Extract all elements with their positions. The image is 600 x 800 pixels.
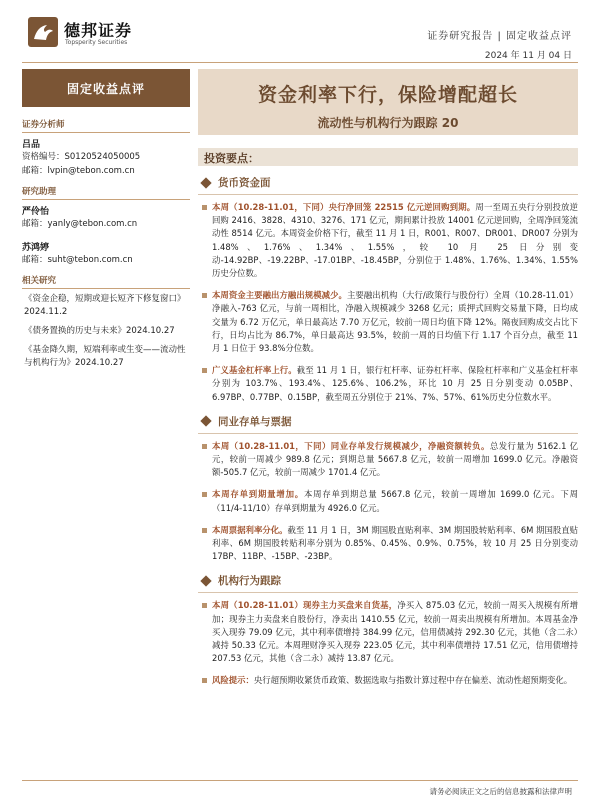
- related-report-link[interactable]: 《基金降久期，短端利率或生变——流动性与机构行为》2024.10.27: [24, 345, 186, 368]
- bullet-paragraph: [198, 201, 578, 280]
- analyst-name: 吕品: [22, 140, 41, 150]
- section-heading: [198, 174, 578, 191]
- paragraph-highlight: 风险提示：: [212, 675, 254, 686]
- square-bullet-icon: [202, 444, 207, 449]
- bullet-paragraph: [198, 488, 578, 514]
- square-bullet-icon: [202, 678, 207, 683]
- square-bullet-icon: [202, 528, 207, 533]
- bullet-paragraph: [198, 599, 578, 665]
- category-banner: 固定收益点评: [22, 69, 190, 107]
- title-box: [198, 69, 578, 135]
- report-date: 2024 年 11 月 04 日: [484, 51, 572, 61]
- section-divider: [198, 433, 578, 434]
- bullet-paragraph: [198, 524, 578, 564]
- square-bullet-icon: [202, 205, 207, 210]
- paragraph-text: 本周存单到期总量 5667.8 亿元，较前一周增加 1699.0 亿元。下周（11/4-11/10）存单到期量为 4926.0 亿元。: [212, 489, 578, 513]
- paragraph-highlight: 本周（10.28-11.01，下同）央行净回笼 22515 亿元逆回购到期。: [212, 202, 476, 212]
- paragraph-highlight: 广义基金杠杆率上行。: [212, 365, 297, 376]
- paragraph-highlight: 本周（10.28-11.01）现券主力买盘来自货基，: [212, 600, 398, 611]
- assistant-email[interactable]: 邮箱：yanly@tebon.com.cn: [22, 219, 138, 229]
- paragraph-highlight: 本周存单到期量增加。: [212, 489, 304, 500]
- paragraph-text: 净买入 875.03 亿元，较前一周买入规模有所增加；现券主力卖盘来自股份行，净卖出 1410.55 亿元，较前一周卖出规模有所增加。本周基金净买入现券 79.09 亿元，其中利率债增持 384.99 亿元，信用债减持 292.30 亿元，其他（含二永）减持 50.33 亿元。本周理财净买入现券 223.05 亿元，其中利率债增持 17.51 亿元，信用债增持 207.53 亿元，其他（含二永）减持 13.87 亿元。: [212, 600, 578, 664]
- paragraph-text: 周一至周五央行分别投放逆回购 2416、3828、4310、3276、171 亿元，期间累计投放 14001 亿元逆回购，全周净回笼流动性 8514 亿元。本周资金价格下行，截至 11 月 1 日，R001、R007、DR001、DR007 分别为 1.48%、1.76%、1.34%、1.55%，较 10 月 25 日分别变动-14.92BP、-19.22BP、-17.01BP、-18.45BP，分别位于 1.48%、1.76%、1.34%、1.55%历史分位数。: [212, 202, 578, 279]
- section-title: 机构行为跟踪: [218, 575, 281, 588]
- page-footer: [0, 780, 600, 800]
- paragraph-highlight: 本周资金主要融出方融出规模减少。: [212, 290, 347, 301]
- related-report-link[interactable]: 《资金企稳，短期或迎长短齐下修复窗口》2024.11.2: [24, 294, 186, 317]
- footer-disclaimer: 请务必阅读正文之后的信息披露和法律声明: [429, 787, 572, 796]
- section-heading: [198, 572, 578, 589]
- section-divider: [198, 592, 578, 593]
- section-title: 同业存单与票据: [218, 415, 292, 428]
- report-subtitle: 流动性与机构行为跟踪 20: [317, 116, 459, 130]
- paragraph-text: 截至 11 月 1 日，3M 期国股直贴利率、3M 期国股转贴利率、6M 期国股直贴利率、6M 期国股转贴利率分别为 0.85%、0.45%、0.9%、0.75%，较 10 月 25 日分别变动 17BP、11BP、-15BP、-23BP。: [212, 524, 578, 562]
- section-heading: [198, 413, 578, 430]
- square-bullet-icon: [202, 603, 207, 608]
- section-divider: [198, 194, 578, 195]
- related-heading: 相关研究: [22, 274, 190, 289]
- footer-divider: [22, 780, 578, 781]
- paragraph-highlight: 本周票据利率分化。: [212, 524, 288, 535]
- analyst-email[interactable]: 邮箱：lvpin@tebon.com.cn: [22, 166, 135, 176]
- summary-label: 投资要点：: [204, 152, 259, 165]
- assistant-heading: 研究助理: [22, 185, 190, 200]
- company-name-en: Topsperity Securities: [65, 39, 128, 46]
- diamond-bullet-icon: [200, 416, 211, 427]
- assistant-name: 严伶怡: [22, 207, 50, 217]
- paragraph-highlight: 本周（10.28-11.01，下同）同业存单发行规模减少，净融资额转负。: [212, 440, 490, 451]
- assistant-name: 苏鸿婷: [22, 243, 50, 253]
- paragraph-text: 总发行量为 5162.1 亿元，较前一周减少 989.8 亿元；到期总量 5667.8 亿元，较前一周增加 1699.0 亿元。净融资额-505.7 亿元，较前一周减少 1701.4 亿元。: [212, 440, 578, 478]
- section-title: 货币资金面: [218, 177, 271, 189]
- company-name: 德邦证券: [64, 21, 133, 40]
- dragon-logo-icon: [28, 17, 58, 47]
- square-bullet-icon: [202, 368, 207, 373]
- diamond-bullet-icon: [200, 575, 211, 586]
- header-divider: [22, 62, 578, 63]
- analyst-cert: 资格编号：S0120524050005: [22, 152, 141, 162]
- page-header: [0, 0, 600, 60]
- analyst-heading: 证券分析师: [22, 118, 190, 133]
- bullet-paragraph: [198, 364, 578, 404]
- sidebar: [22, 118, 190, 376]
- paragraph-text: 央行超预期收紧货币政策、数据选取与指数计算过程中存在偏差、流动性超预期变化。: [253, 675, 573, 686]
- bullet-paragraph: [198, 289, 578, 355]
- main-content: [198, 172, 578, 697]
- assistant-email[interactable]: 邮箱：suht@tebon.com.cn: [22, 255, 133, 265]
- bullet-paragraph: [198, 440, 578, 480]
- paragraph-text: 截至 11 月 1 日，银行杠杆率、证券杠杆率、保险杠杆率和广义基金杠杆率分别为 103.7%、193.4%、125.6%、106.2%，环比 10 月 25 日分别变动 0.05BP、6.97BP、0.77BP、0.15BP，截至周五分别位于 21%、7%、57%、61%历史分位数水平。: [212, 365, 578, 402]
- square-bullet-icon: [202, 293, 207, 298]
- report-title: 资金利率下行，保险增配超长: [257, 84, 518, 106]
- related-report-link[interactable]: 《债务置换的历史与未来》2024.10.27: [24, 326, 175, 336]
- diamond-bullet-icon: [200, 177, 211, 188]
- report-type: 证券研究报告 | 固定收益点评: [427, 31, 572, 42]
- square-bullet-icon: [202, 492, 207, 497]
- summary-bar: [198, 148, 578, 166]
- bullet-paragraph: [198, 674, 578, 687]
- paragraph-text: 主要融出机构（大行/政策行与股份行）全周（10.28-11.01）净融入-763 亿元，与前一周相比，净融入规模减少 3268 亿元；质押式回购交易量下降，日均成交量为 6.72 万亿元，单日最高达 7.70 万亿元，较前一周日均值下降 12%。隔夜回购成交占比下行，日均占比为 86.7%，单日最高达 93.5%，较前一周的日均值下行 1.17 个百分点，截至 11 月 1 日位于 93.8%分位数。: [212, 290, 579, 354]
